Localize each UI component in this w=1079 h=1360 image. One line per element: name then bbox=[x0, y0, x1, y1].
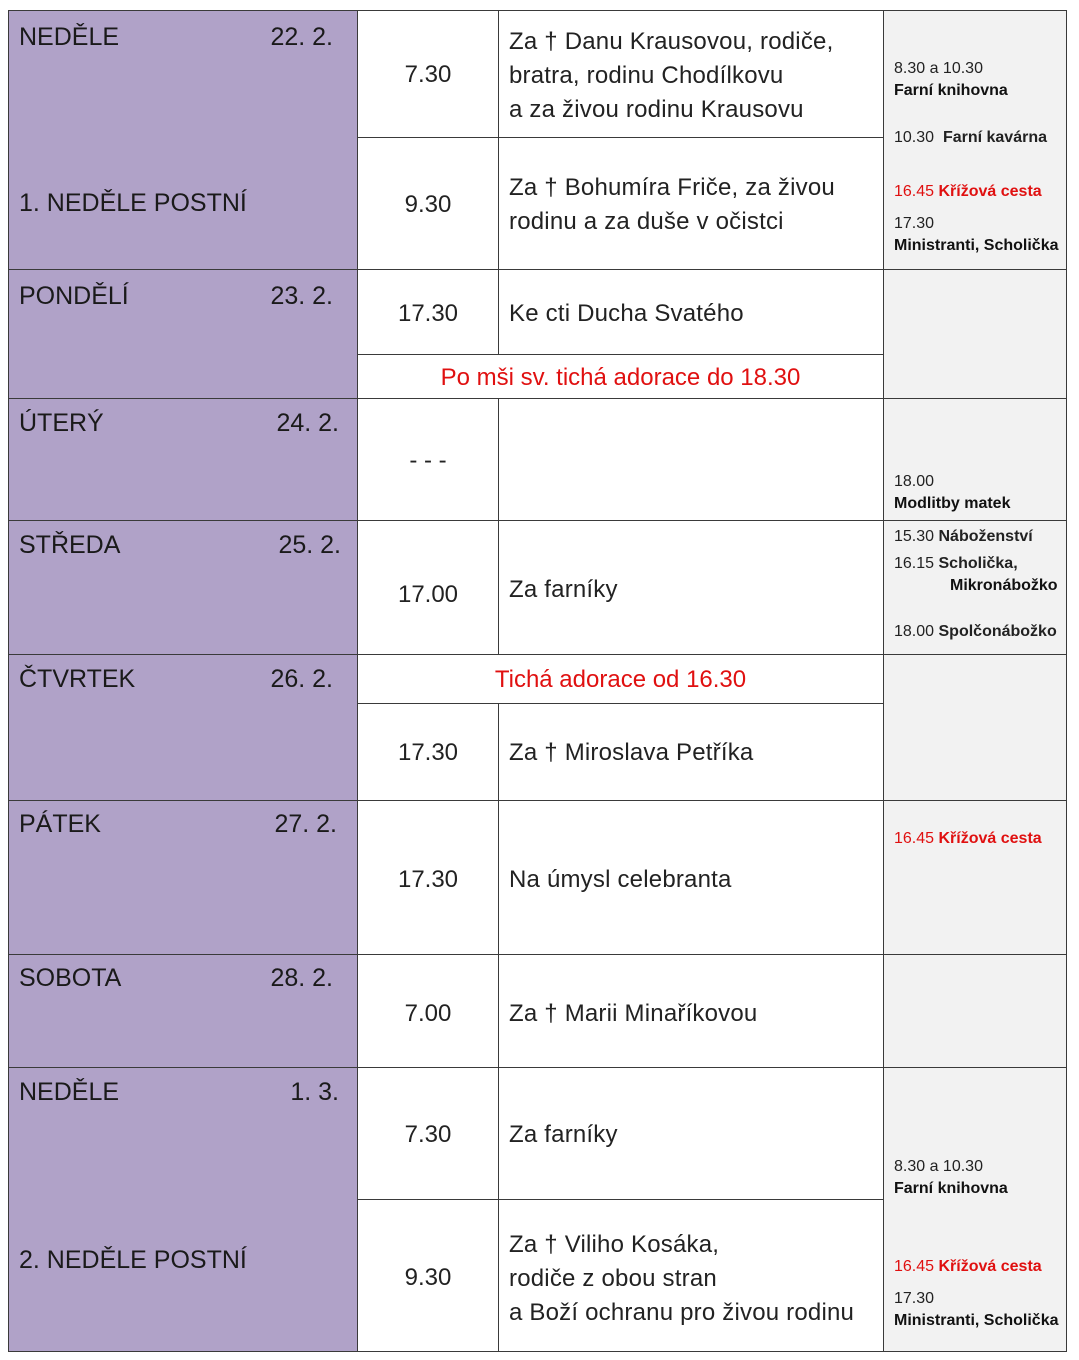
mass-intention: Za † Miroslava Petříka bbox=[509, 739, 754, 766]
day-cell-saturday bbox=[8, 954, 358, 1068]
note-time: 18.00 bbox=[894, 473, 935, 490]
day-date: 28. 2. bbox=[270, 964, 333, 992]
note-text: Mikronábožko bbox=[950, 577, 1058, 594]
note-text: Farní knihovna bbox=[894, 1180, 1008, 1197]
mass-intention: Za † Marii Minaříkovou bbox=[509, 1000, 758, 1027]
adoration-banner: Tichá adorace od 16.30 bbox=[494, 666, 747, 693]
mass-time: 9.30 bbox=[404, 191, 452, 218]
day-name: ÚTERÝ bbox=[19, 409, 104, 437]
note-time: 17.30 bbox=[894, 1290, 935, 1307]
time-cell bbox=[357, 1199, 499, 1352]
day-name: NEDĚLE bbox=[19, 23, 120, 51]
mass-time: 9.30 bbox=[404, 1264, 452, 1291]
notes-cell-saturday bbox=[883, 954, 1067, 1068]
note-text: Ministranti, Scholička bbox=[894, 237, 1059, 254]
mass-time: 17.30 bbox=[397, 300, 459, 327]
intention-cell bbox=[498, 1067, 884, 1200]
mass-intention: Za † Bohumíra Friče, za živou rodinu a za duše v očistci bbox=[509, 174, 835, 235]
intention-cell bbox=[498, 1199, 884, 1352]
note-line: 15.30 Náboženství bbox=[894, 528, 1033, 545]
mass-time: 17.30 bbox=[397, 866, 459, 893]
day-date: 1. 3. bbox=[290, 1078, 339, 1106]
day-date: 25. 2. bbox=[278, 531, 341, 559]
notes-cell-tuesday bbox=[883, 398, 1067, 521]
time-cell bbox=[357, 1067, 499, 1200]
time-cell bbox=[357, 269, 499, 355]
intention-cell bbox=[498, 137, 884, 270]
day-cell-tuesday bbox=[8, 398, 358, 521]
note-text: Farní knihovna bbox=[894, 82, 1008, 99]
time-cell bbox=[357, 10, 499, 138]
day-subtitle: 2. NEDĚLE POSTNÍ bbox=[19, 1246, 247, 1274]
mass-intention: Za † Danu Krausovou, rodiče, bratra, rodinu Chodílkovu a za živou rodinu Krausovu bbox=[509, 28, 834, 123]
day-subtitle: 1. NEDĚLE POSTNÍ bbox=[19, 189, 247, 217]
notes-cell-sunday-2 bbox=[883, 1067, 1067, 1352]
notes-cell-sunday-1 bbox=[883, 10, 1067, 270]
note-time: 17.30 bbox=[894, 215, 935, 232]
note-line: 16.45 Křížová cesta bbox=[894, 183, 1042, 200]
day-cell-thursday bbox=[8, 654, 358, 801]
day-date: 26. 2. bbox=[270, 665, 333, 693]
note-line: 10.30 Farní kavárna bbox=[894, 129, 1047, 146]
note-line: 16.15 Scholička, bbox=[894, 555, 1018, 572]
banner-cell-thursday bbox=[357, 654, 884, 704]
intention-cell bbox=[498, 10, 884, 138]
note-line: 18.00 Spolčonábožko bbox=[894, 623, 1057, 640]
notes-cell-thursday bbox=[883, 654, 1067, 801]
day-cell-friday bbox=[8, 800, 358, 955]
intention-cell bbox=[498, 398, 884, 521]
note-line: 16.45 Křížová cesta bbox=[894, 830, 1042, 847]
time-cell bbox=[357, 398, 499, 521]
adoration-banner: Po mši sv. tichá adorace do 18.30 bbox=[440, 364, 801, 391]
day-date: 22. 2. bbox=[270, 23, 333, 51]
mass-intention: Za farníky bbox=[509, 576, 618, 603]
time-cell bbox=[357, 800, 499, 955]
mass-intention: Ke cti Ducha Svatého bbox=[509, 300, 744, 327]
notes-cell-monday bbox=[883, 269, 1067, 399]
day-name: PÁTEK bbox=[19, 810, 101, 838]
mass-time: 7.30 bbox=[404, 1121, 452, 1148]
mass-time: 7.00 bbox=[404, 1000, 452, 1027]
day-date: 27. 2. bbox=[274, 810, 337, 838]
intention-cell bbox=[498, 520, 884, 655]
intention-cell bbox=[498, 954, 884, 1068]
day-name: NEDĚLE bbox=[19, 1078, 120, 1106]
mass-time: - - - bbox=[409, 447, 447, 474]
day-cell-monday bbox=[8, 269, 358, 399]
note-text: Modlitby matek bbox=[894, 495, 1011, 512]
mass-intention: Za farníky bbox=[509, 1121, 618, 1148]
note-line: 16.45 Křížová cesta bbox=[894, 1258, 1042, 1275]
mass-intention: Za † Viliho Kosáka, rodiče z obou stran a Boží ochranu pro živou rodinu bbox=[509, 1231, 855, 1326]
notes-cell-friday bbox=[883, 800, 1067, 955]
note-time: 8.30 a 10.30 bbox=[894, 1158, 983, 1175]
note-text: Ministranti, Scholička bbox=[894, 1312, 1059, 1329]
day-date: 23. 2. bbox=[270, 282, 333, 310]
day-name: ČTVRTEK bbox=[19, 665, 136, 693]
intention-cell bbox=[498, 269, 884, 355]
mass-time: 7.30 bbox=[404, 61, 452, 88]
banner-cell-monday bbox=[357, 354, 884, 399]
day-cell-sunday-1 bbox=[8, 10, 358, 270]
day-name: PONDĚLÍ bbox=[19, 282, 129, 310]
time-cell bbox=[357, 954, 499, 1068]
mass-time: 17.30 bbox=[397, 739, 459, 766]
notes-cell-wednesday bbox=[883, 520, 1067, 655]
note-time: 8.30 a 10.30 bbox=[894, 60, 983, 77]
day-cell-wednesday bbox=[8, 520, 358, 655]
intention-cell bbox=[498, 800, 884, 955]
time-cell bbox=[357, 520, 499, 655]
day-cell-sunday-2 bbox=[8, 1067, 358, 1352]
day-name: STŘEDA bbox=[19, 531, 121, 559]
intention-cell bbox=[498, 703, 884, 801]
day-date: 24. 2. bbox=[276, 409, 339, 437]
mass-intention: Na úmysl celebranta bbox=[509, 866, 732, 893]
time-cell bbox=[357, 703, 499, 801]
time-cell bbox=[357, 137, 499, 270]
day-name: SOBOTA bbox=[19, 964, 122, 992]
mass-time: 17.00 bbox=[397, 581, 459, 608]
